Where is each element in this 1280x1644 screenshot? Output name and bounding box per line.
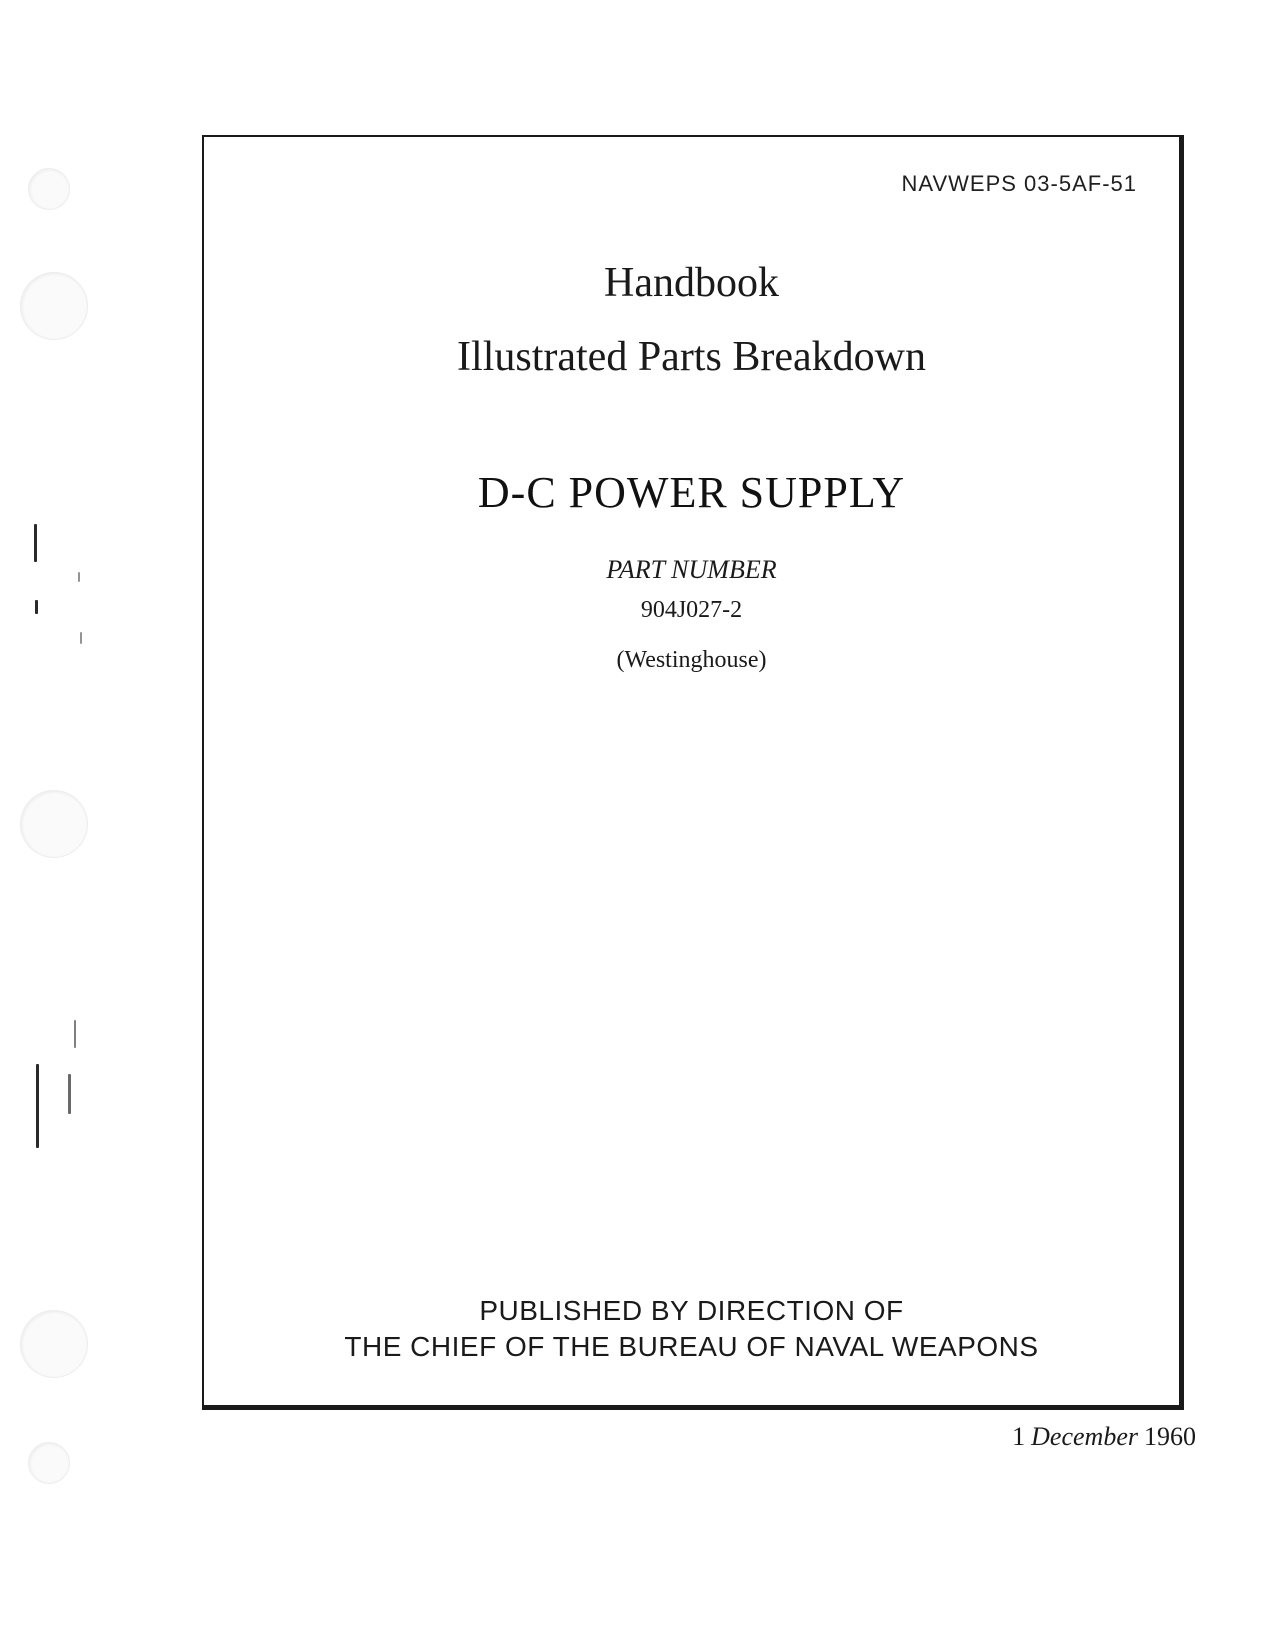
issue-date-month: December (1031, 1422, 1138, 1451)
margin-mark (36, 1064, 39, 1148)
punch-hole-2 (20, 272, 88, 340)
punch-hole-3 (20, 790, 88, 858)
margin-mark (78, 572, 80, 582)
margin-mark (80, 632, 82, 644)
margin-mark (34, 524, 37, 562)
issue-date (1012, 1422, 1196, 1452)
document-number: NAVWEPS 03-5AF-51 (901, 171, 1137, 196)
publisher-line-1: PUBLISHED BY DIRECTION OF (479, 1295, 904, 1326)
issue-date-day: 1 (1012, 1422, 1026, 1451)
part-number: 904J027-2 (640, 597, 743, 623)
issue-date-year: 1960 (1144, 1422, 1196, 1451)
margin-mark (68, 1074, 71, 1114)
title-handbook: Handbook (604, 260, 779, 306)
margin-mark (35, 600, 38, 614)
margin-mark (74, 1020, 76, 1048)
punch-hole-5 (28, 1442, 70, 1484)
product-title: D-C POWER SUPPLY (477, 468, 906, 517)
manufacturer: (Westinghouse) (616, 647, 767, 673)
title-illustrated-parts-breakdown: Illustrated Parts Breakdown (457, 334, 926, 380)
punch-hole-1 (28, 168, 70, 210)
part-number-label: PART NUMBER (606, 555, 777, 584)
cover-frame (202, 135, 1184, 1410)
punch-hole-4 (20, 1310, 88, 1378)
publisher-line-2: THE CHIEF OF THE BUREAU OF NAVAL WEAPONS (344, 1331, 1039, 1362)
